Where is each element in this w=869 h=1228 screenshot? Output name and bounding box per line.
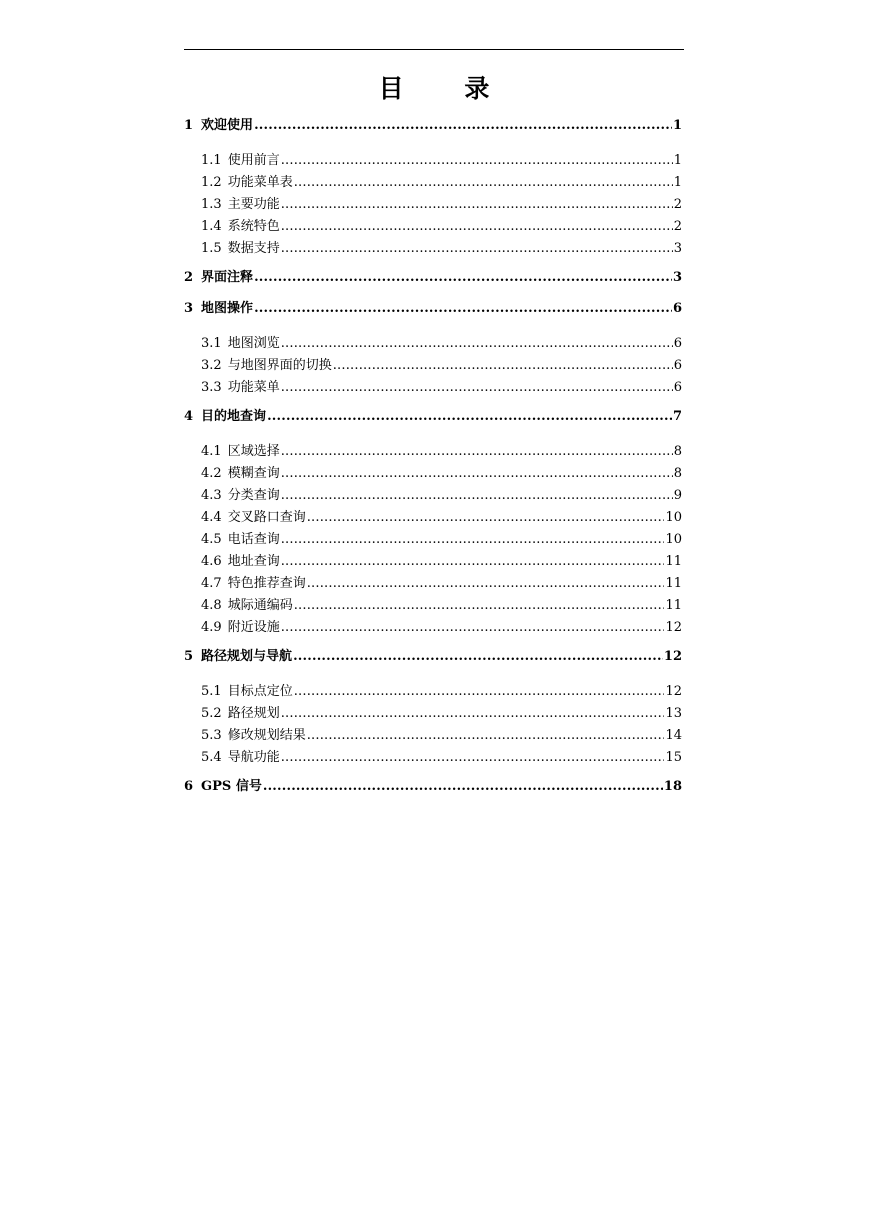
toc-entry-number: 4.4 [201, 510, 222, 525]
toc-entry-number: 3.3 [201, 380, 222, 395]
toc-dot-leader [281, 463, 673, 485]
toc-entry-text: 城际通编码 [227, 598, 293, 613]
toc-page-number: 6 [672, 301, 682, 316]
toc-section-entry[interactable] [184, 617, 682, 639]
toc-entry-number: 3.1 [201, 336, 222, 351]
toc-dot-leader [281, 529, 665, 551]
toc-section-entry[interactable] [184, 595, 682, 617]
toc-entry-number: 4.1 [201, 444, 222, 459]
toc-entry-label [201, 617, 280, 639]
toc-entry-text: 分类查询 [227, 488, 280, 503]
toc-entry-label [201, 377, 280, 399]
toc-page-number: 8 [673, 444, 682, 459]
toc-entry-label [184, 113, 253, 139]
table-of-contents [184, 113, 682, 805]
toc-entry-number: 5.3 [201, 728, 222, 743]
toc-entry-label [184, 296, 253, 322]
toc-section-entry[interactable] [184, 507, 682, 529]
toc-entry-label [201, 529, 280, 551]
toc-entry-label [184, 644, 292, 670]
toc-entry-number: 4.5 [201, 532, 222, 547]
toc-entry-label [201, 172, 293, 194]
toc-chapter-entry[interactable] [184, 265, 682, 296]
toc-page-number: 10 [665, 510, 682, 525]
toc-chapter-entry[interactable] [184, 296, 682, 327]
toc-page-number: 6 [673, 336, 682, 351]
toc-entry-label [201, 238, 280, 260]
toc-section-entry[interactable] [184, 333, 682, 355]
toc-entry-text: 使用前言 [227, 153, 280, 168]
toc-entry-label [201, 681, 293, 703]
toc-entry-text: 修改规划结果 [227, 728, 306, 743]
toc-page-number: 2 [673, 197, 682, 212]
toc-entry-label [201, 703, 280, 725]
toc-entry-text: 功能菜单 [227, 380, 280, 395]
toc-entry-text: 电话查询 [227, 532, 280, 547]
toc-dot-leader [281, 238, 673, 260]
toc-entry-number: 5.1 [201, 684, 222, 699]
toc-chapter-entry[interactable] [184, 404, 682, 435]
toc-entry-number: 4.9 [201, 620, 222, 635]
toc-section-entry[interactable] [184, 725, 682, 747]
toc-entry-text: 欢迎使用 [201, 118, 254, 133]
toc-page-number: 3 [673, 241, 682, 256]
toc-page-number: 8 [673, 466, 682, 481]
toc-page-number: 9 [673, 488, 682, 503]
toc-chapter-entry[interactable] [184, 113, 682, 144]
toc-entry-text: 地址查询 [227, 554, 280, 569]
toc-dot-leader [281, 551, 665, 573]
toc-dot-leader [281, 377, 673, 399]
toc-entry-label [201, 485, 280, 507]
toc-entry-number: 1.3 [201, 197, 222, 212]
toc-entry-text: 数据支持 [227, 241, 280, 256]
toc-entry-number: 4.6 [201, 554, 222, 569]
toc-entry-label [201, 573, 306, 595]
toc-section-entry[interactable] [184, 238, 682, 260]
toc-entry-number: 6 [184, 779, 194, 794]
toc-page-number: 14 [665, 728, 682, 743]
toc-section-entry[interactable] [184, 355, 682, 377]
toc-page-number: 12 [665, 684, 682, 699]
toc-entry-label [201, 150, 280, 172]
toc-page-number: 12 [663, 649, 682, 664]
toc-entry-text: 交叉路口查询 [227, 510, 306, 525]
toc-section-entry[interactable] [184, 703, 682, 725]
toc-section-entry[interactable] [184, 172, 682, 194]
toc-entry-label [201, 551, 280, 573]
toc-entry-text: 区域选择 [227, 444, 280, 459]
toc-page-number: 10 [665, 532, 682, 547]
toc-dot-leader [281, 216, 673, 238]
toc-section-entry[interactable] [184, 441, 682, 463]
toc-entry-text: 模糊查询 [227, 466, 280, 481]
toc-entry-number: 4.7 [201, 576, 222, 591]
toc-entry-label [201, 216, 280, 238]
toc-entry-text: 地图操作 [201, 301, 254, 316]
toc-chapter-entry[interactable] [184, 644, 682, 675]
toc-entry-number: 3.2 [201, 358, 222, 373]
toc-entry-text: 主要功能 [227, 197, 280, 212]
toc-page-number: 18 [663, 779, 682, 794]
toc-page-number: 11 [665, 554, 682, 569]
toc-section-entry[interactable] [184, 681, 682, 703]
toc-dot-leader [294, 595, 665, 617]
toc-section-entry[interactable] [184, 529, 682, 551]
toc-dot-leader [263, 774, 663, 800]
toc-page-number: 11 [665, 576, 682, 591]
toc-dot-leader [267, 404, 672, 430]
toc-page-number: 13 [665, 706, 682, 721]
toc-entry-text: 界面注释 [201, 270, 254, 285]
toc-dot-leader [281, 617, 665, 639]
toc-entry-number: 1.4 [201, 219, 222, 234]
toc-dot-leader [333, 355, 673, 377]
toc-page-number: 1 [673, 175, 682, 190]
toc-entry-label [201, 194, 280, 216]
toc-entry-text: 路径规划与导航 [201, 649, 293, 664]
toc-section-entry[interactable] [184, 150, 682, 172]
toc-dot-leader [307, 507, 665, 529]
toc-section-entry[interactable] [184, 573, 682, 595]
toc-dot-leader [307, 725, 665, 747]
toc-entry-label [201, 747, 280, 769]
toc-entry-label [201, 355, 332, 377]
toc-entry-text: 导航功能 [227, 750, 280, 765]
toc-dot-leader [294, 172, 673, 194]
toc-entry-text: GPS 信号 [201, 779, 262, 794]
toc-entry-number: 1.2 [201, 175, 222, 190]
toc-page-number: 6 [673, 380, 682, 395]
toc-dot-leader [294, 681, 665, 703]
toc-dot-leader [281, 150, 673, 172]
toc-title: 目 录 [378, 74, 516, 103]
toc-entry-number: 4 [184, 409, 194, 424]
toc-dot-leader [281, 441, 673, 463]
toc-page-number: 12 [665, 620, 682, 635]
toc-page-number: 7 [672, 409, 682, 424]
toc-entry-label [201, 507, 306, 529]
toc-entry-number: 5.4 [201, 750, 222, 765]
toc-entry-label [201, 595, 293, 617]
toc-page-number: 11 [665, 598, 682, 613]
toc-entry-text: 目的地查询 [201, 409, 267, 424]
toc-entry-label [184, 404, 266, 430]
toc-entry-text: 系统特色 [227, 219, 280, 234]
toc-dot-leader [281, 747, 665, 769]
toc-entry-number: 5.2 [201, 706, 222, 721]
toc-entry-number: 1.1 [201, 153, 222, 168]
toc-dot-leader [281, 703, 665, 725]
toc-page-number: 1 [672, 118, 682, 133]
toc-entry-text: 特色推荐查询 [227, 576, 306, 591]
toc-section-entry[interactable] [184, 485, 682, 507]
toc-dot-leader [307, 573, 665, 595]
toc-page-number: 6 [673, 358, 682, 373]
toc-dot-leader [254, 265, 672, 291]
header-rule [184, 49, 684, 50]
toc-section-entry[interactable] [184, 463, 682, 485]
toc-section-entry[interactable] [184, 194, 682, 216]
toc-page-number: 2 [673, 219, 682, 234]
toc-entry-label [201, 463, 280, 485]
toc-entry-number: 5 [184, 649, 194, 664]
toc-entry-number: 4.8 [201, 598, 222, 613]
toc-dot-leader [254, 113, 672, 139]
toc-entry-label [184, 265, 253, 291]
toc-entry-text: 附近设施 [227, 620, 280, 635]
toc-dot-leader [293, 644, 663, 670]
toc-entry-number: 4.2 [201, 466, 222, 481]
toc-dot-leader [281, 485, 673, 507]
toc-entry-number: 1 [184, 118, 194, 133]
toc-entry-label [184, 774, 262, 800]
toc-page-number: 1 [673, 153, 682, 168]
toc-entry-text: 目标点定位 [227, 684, 293, 699]
toc-entry-label [201, 441, 280, 463]
toc-entry-number: 4.3 [201, 488, 222, 503]
toc-chapter-entry[interactable] [184, 774, 682, 805]
toc-page-number: 15 [665, 750, 682, 765]
toc-entry-number: 3 [184, 301, 194, 316]
toc-entry-text: 地图浏览 [227, 336, 280, 351]
toc-entry-text: 功能菜单表 [227, 175, 293, 190]
toc-dot-leader [254, 296, 672, 322]
toc-dot-leader [281, 333, 673, 355]
toc-dot-leader [281, 194, 673, 216]
toc-page-number: 3 [672, 270, 682, 285]
toc-section-entry[interactable] [184, 216, 682, 238]
toc-entry-number: 2 [184, 270, 194, 285]
toc-entry-label [201, 725, 306, 747]
toc-entry-text: 与地图界面的切换 [227, 358, 332, 373]
toc-section-entry[interactable] [184, 377, 682, 399]
toc-entry-number: 1.5 [201, 241, 222, 256]
toc-section-entry[interactable] [184, 747, 682, 769]
toc-entry-text: 路径规划 [227, 706, 280, 721]
toc-entry-label [201, 333, 280, 355]
toc-section-entry[interactable] [184, 551, 682, 573]
